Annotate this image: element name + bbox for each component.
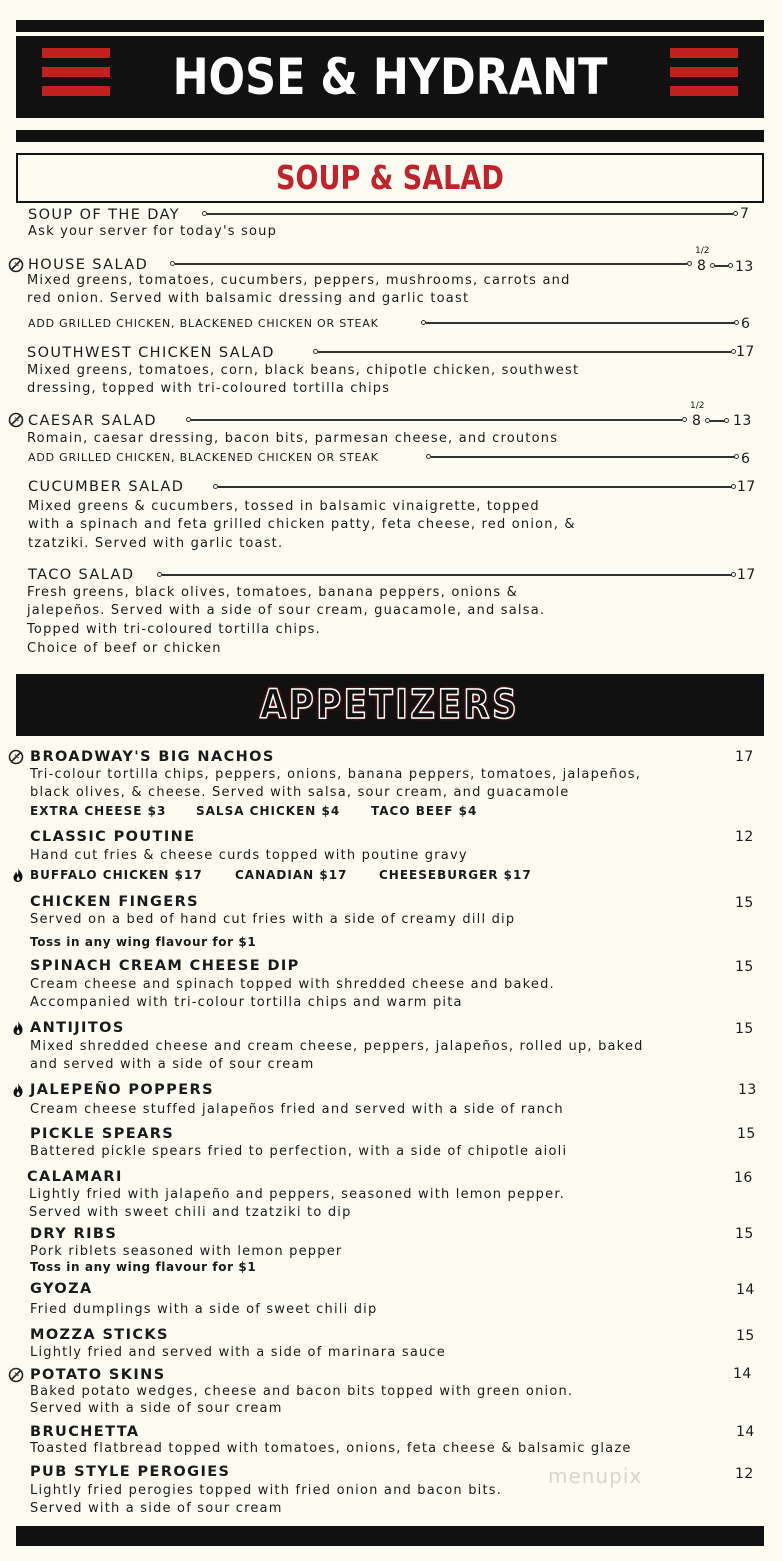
- item-description: Served on a bed of hand cut fries with a side of creamy dill dip: [30, 912, 516, 927]
- item-description: Served with a side of sour cream: [30, 1401, 283, 1416]
- item-name: ANTIJITOS: [30, 1020, 125, 1036]
- item-name: HOUSE SALAD: [28, 257, 149, 273]
- item-price: 15: [736, 1328, 755, 1344]
- item-description: Hand cut fries & cheese curds topped with poutine gravy: [30, 848, 468, 863]
- leader-line: [218, 486, 732, 488]
- leader-line: [426, 322, 736, 324]
- item-name: DRY RIBS: [30, 1226, 118, 1242]
- extra-option: SALSA CHICKEN $4: [196, 804, 341, 818]
- item-name: CLASSIC POUTINE: [30, 829, 196, 845]
- item-price: 17: [736, 344, 755, 360]
- section-appetizers-heading: APPETIZERS: [16, 674, 764, 736]
- item-price: 15: [735, 959, 754, 975]
- item-price: 14: [736, 1424, 755, 1440]
- item-name: GYOZA: [30, 1281, 93, 1297]
- header-banner: [16, 36, 764, 118]
- item-description: Lightly fried and served with a side of marinara sauce: [30, 1345, 446, 1360]
- extra-option: BUFFALO CHICKEN $17: [30, 868, 203, 882]
- item-price: 17: [735, 749, 754, 765]
- gluten-free-icon: [8, 257, 24, 273]
- leader-dot: [687, 261, 692, 266]
- item-description: with a spinach and feta grilled chicken patty, feta cheese, red onion, &: [28, 517, 576, 532]
- leader-dot: [724, 418, 729, 423]
- item-note: Toss in any wing flavour for $1: [30, 935, 257, 949]
- item-description: Cream cheese stuffed jalapeños fried and served with a side of ranch: [30, 1102, 564, 1117]
- extra-option: EXTRA CHEESE $3: [30, 804, 167, 818]
- item-price: 16: [734, 1170, 753, 1186]
- item-name: CALAMARI: [27, 1169, 123, 1185]
- leader-dot: [734, 320, 739, 325]
- leader-dot: [731, 484, 736, 489]
- item-description: black olives, & cheese. Served with salsa, sour cream, and guacamole: [30, 785, 570, 800]
- item-description: Mixed greens, tomatoes, corn, black beans, chipotle chicken, southwest: [27, 363, 580, 378]
- item-description: Choice of beef or chicken: [27, 641, 222, 656]
- item-name: SOUP OF THE DAY: [28, 207, 181, 223]
- restaurant-name: HOSE & HYDRANT: [172, 48, 608, 106]
- section-soup-salad-heading: SOUP & SALAD: [16, 153, 764, 203]
- item-description: Tri-colour tortilla chips, peppers, onions, banana peppers, tomatoes, jalapeños,: [30, 767, 642, 782]
- item-price: 17: [737, 567, 756, 583]
- leader-dot: [733, 211, 738, 216]
- item-description: Mixed greens & cucumbers, tossed in balsamic vinaigrette, topped: [28, 499, 540, 514]
- item-description: Lightly fried perogies topped with fried onion and bacon bits.: [30, 1483, 503, 1498]
- item-description: Lightly fried with jalapeño and peppers, seasoned with lemon pepper.: [29, 1187, 565, 1202]
- item-description: Cream cheese and spinach topped with shredded cheese and baked.: [30, 977, 555, 992]
- leader-dot: [734, 454, 739, 459]
- item-description: Served with a side of sour cream: [30, 1501, 283, 1516]
- header-stripes-right: [670, 48, 738, 104]
- flame-icon: [10, 1020, 26, 1036]
- half-portion-price: 8: [697, 258, 707, 274]
- item-description: Accompanied with tri-colour tortilla chips and warm pita: [30, 995, 463, 1010]
- gluten-free-icon: [8, 749, 24, 765]
- item-description: tzatziki. Served with garlic toast.: [28, 536, 284, 551]
- addon-price: 6: [741, 451, 751, 467]
- item-description: red onion. Served with balsamic dressing and garlic toast: [27, 291, 470, 306]
- item-price: 13: [738, 1082, 757, 1098]
- item-name: BRUCHETTA: [30, 1424, 140, 1440]
- addon-text: ADD GRILLED CHICKEN, BLACKENED CHICKEN OR STEAK: [28, 451, 379, 464]
- watermark: menupix: [548, 1464, 643, 1488]
- item-note: Toss in any wing flavour for $1: [30, 1260, 257, 1274]
- leader-line: [175, 263, 687, 265]
- item-price: 14: [736, 1282, 755, 1298]
- item-price: 13: [733, 413, 752, 429]
- item-name: CUCUMBER SALAD: [28, 479, 185, 495]
- item-description: Served with sweet chili and tzatziki to dip: [29, 1205, 352, 1220]
- extra-option: CHEESEBURGER $17: [379, 868, 532, 882]
- extra-option: TACO BEEF $4: [371, 804, 478, 818]
- item-description: Battered pickle spears fried to perfection, with a side of chipotle aioli: [30, 1144, 568, 1159]
- item-price: 15: [735, 895, 754, 911]
- item-name: POTATO SKINS: [30, 1367, 166, 1383]
- half-portion-price: 8: [692, 413, 702, 429]
- item-price: 15: [735, 1021, 754, 1037]
- item-description: Ask your server for today's soup: [28, 224, 278, 239]
- addon-price: 6: [741, 316, 751, 332]
- leader-line: [431, 456, 736, 458]
- gluten-free-icon: [8, 412, 24, 428]
- header-rule: [16, 130, 764, 142]
- item-description: Baked potato wedges, cheese and bacon bits topped with green onion.: [30, 1384, 574, 1399]
- item-price: 12: [735, 829, 754, 845]
- item-description: Pork riblets seasoned with lemon pepper: [30, 1244, 343, 1259]
- item-description: Mixed shredded cheese and cream cheese, peppers, jalapeños, rolled up, baked: [30, 1039, 644, 1054]
- flame-icon: [10, 1082, 26, 1098]
- item-description: and served with a side of sour cream: [30, 1057, 315, 1072]
- gluten-free-icon: [8, 1367, 24, 1383]
- leader-line: [207, 213, 733, 215]
- item-description: Mixed greens, tomatoes, cucumbers, peppers, mushrooms, carrots and: [27, 273, 571, 288]
- item-price: 12: [735, 1466, 754, 1482]
- item-description: Topped with tri-coloured tortilla chips.: [27, 622, 321, 637]
- item-name: SPINACH CREAM CHEESE DIP: [30, 958, 300, 974]
- item-name: CAESAR SALAD: [28, 413, 157, 429]
- item-price: 15: [735, 1226, 754, 1242]
- addon-text: ADD GRILLED CHICKEN, BLACKENED CHICKEN OR STEAK: [28, 317, 379, 330]
- half-portion-label: 1/2: [690, 401, 705, 411]
- item-price: 7: [740, 206, 750, 222]
- leader-dot: [682, 417, 687, 422]
- item-description: Fried dumplings with a side of sweet chili dip: [30, 1302, 378, 1317]
- item-name: SOUTHWEST CHICKEN SALAD: [27, 345, 275, 361]
- item-price: 17: [737, 479, 756, 495]
- item-price: 15: [737, 1126, 756, 1142]
- leader-line: [162, 574, 732, 576]
- leader-dot: [731, 572, 736, 577]
- extra-option: CANADIAN $17: [235, 868, 348, 882]
- item-name: MOZZA STICKS: [30, 1327, 169, 1343]
- item-name: JALEPEÑO POPPERS: [30, 1082, 214, 1098]
- bottom-rule: [16, 1526, 764, 1546]
- item-description: Fresh greens, black olives, tomatoes, banana peppers, onions &: [27, 585, 518, 600]
- flame-icon: [10, 867, 26, 883]
- item-name: PICKLE SPEARS: [30, 1126, 175, 1142]
- leader-dot: [728, 263, 733, 268]
- leader-line: [191, 419, 682, 421]
- item-description: Romain, caesar dressing, bacon bits, parmesan cheese, and croutons: [27, 431, 559, 446]
- item-name: CHICKEN FINGERS: [30, 894, 199, 910]
- half-portion-label: 1/2: [695, 246, 710, 256]
- item-price: 14: [733, 1366, 752, 1382]
- item-name: PUB STYLE PEROGIES: [30, 1464, 231, 1480]
- item-price: 13: [735, 259, 754, 275]
- item-description: dressing, topped with tri-coloured tortilla chips: [27, 381, 391, 396]
- item-description: Toasted flatbread topped with tomatoes, onions, feta cheese & balsamic glaze: [30, 1441, 632, 1456]
- item-description: jalepeños. Served with a side of sour cream, guacamole, and salsa.: [27, 603, 546, 618]
- top-rule: [16, 20, 764, 32]
- leader-line: [318, 351, 731, 353]
- item-name: BROADWAY'S BIG NACHOS: [30, 749, 275, 765]
- item-name: TACO SALAD: [28, 567, 135, 583]
